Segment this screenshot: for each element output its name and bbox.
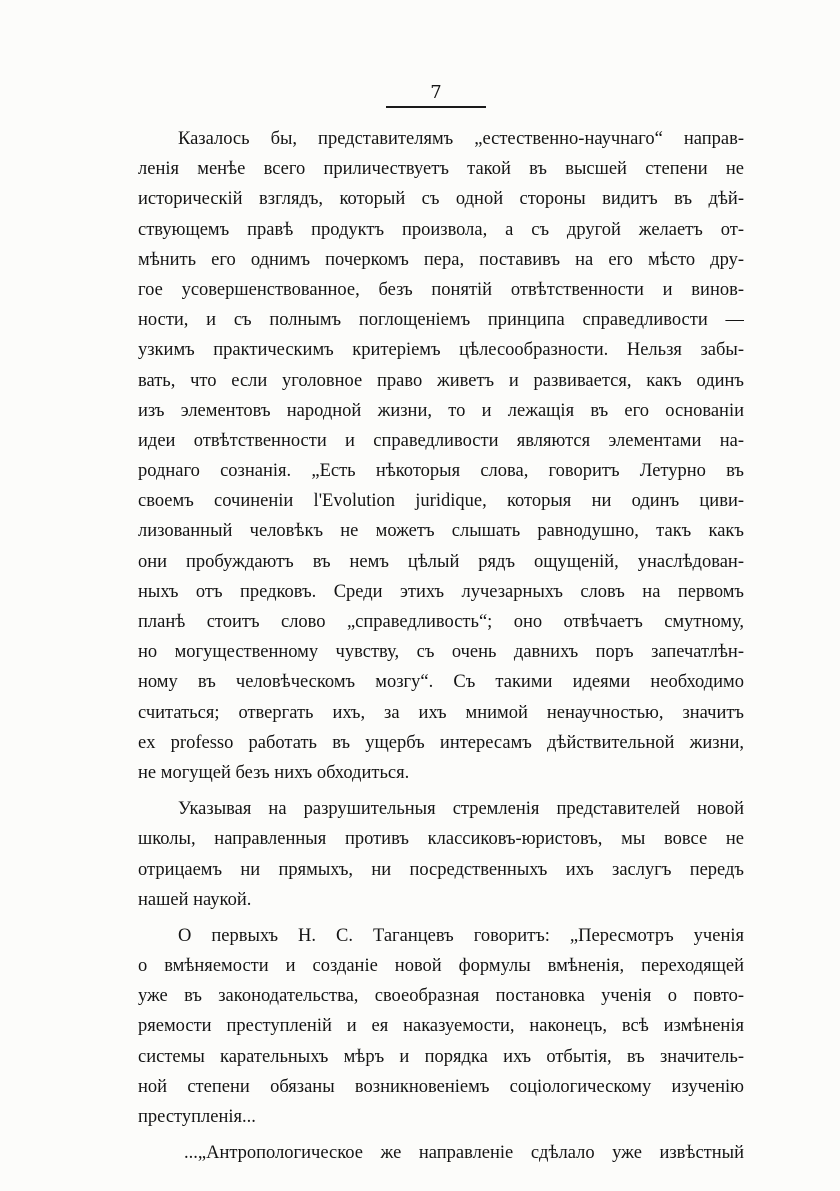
text-line: мѣнить его однимъ почеркомъ пера, поставивъ на его мѣсто дру-: [138, 249, 744, 270]
text-line: изъ элементовъ народной жизни, то и лежащія въ его основаніи: [138, 400, 744, 421]
page-number: 7: [430, 82, 442, 103]
text-line: школы, направленныя противъ классиковъ-юристовъ, мы вовсе не: [138, 829, 744, 850]
text-line: историческій взглядъ, который съ одной стороны видитъ въ дѣй-: [138, 189, 744, 210]
text-line: ex professo работать въ ущербъ интересамъ дѣйствительной жизни,: [138, 732, 744, 753]
page-number-rule: [386, 106, 486, 108]
text-line: гое усовершенствованное, безъ понятій отвѣтственности и винов-: [138, 279, 744, 300]
text-line: считаться; отвергать ихъ, за ихъ мнимой ненаучностью, значитъ: [138, 702, 744, 723]
paragraph: [138, 124, 744, 788]
text-line: ныхъ отъ предковъ. Среди этихъ лучезарныхъ словъ на первомъ: [138, 581, 744, 602]
paragraph: [138, 921, 744, 1132]
text-line: преступленія...: [138, 1107, 256, 1127]
text-line: своемъ сочиненіи l'Evolution juridique, которыя ни одинъ циви-: [138, 491, 744, 512]
text-line: Казалось бы, представителямъ „естественно-научнаго“ направ-: [178, 129, 744, 149]
text-line: но могущественному чувству, съ очень давнихъ поръ запечатлѣн-: [138, 642, 744, 663]
text-line: ...„Антропологическое же направленіе сдѣлало уже извѣстный: [184, 1143, 744, 1164]
text-line: вать, что если уголовное право живетъ и развивается, какъ одинъ: [138, 370, 744, 391]
text-line: ному въ человѣческомъ мозгу“. Съ такими идеями необходимо: [138, 672, 744, 693]
text-line: отрицаемъ ни прямыхъ, ни посредственныхъ ихъ заслугъ передъ: [138, 859, 744, 880]
text-line: они пробуждаютъ въ немъ цѣлый рядъ ощущеній, унаслѣдован-: [138, 551, 744, 572]
text-line: узкимъ практическимъ критеріемъ цѣлесообразности. Нельзя забы-: [138, 340, 744, 361]
paragraph: [138, 794, 744, 915]
text-line: ряемости преступленій и ея наказуемости, наконецъ, всѣ измѣненія: [138, 1016, 744, 1037]
text-line: лизованный человѣкъ не можетъ слышать равнодушно, такъ какъ: [138, 521, 744, 542]
body-text: [138, 124, 744, 1168]
text-line: системы карательныхъ мѣръ и порядка ихъ отбытія, въ значитель-: [138, 1046, 744, 1067]
text-line: О первыхъ Н. С. Таганцевъ говоритъ: „Пересмотръ ученія: [178, 925, 744, 946]
text-line: о вмѣняемости и созданіе новой формулы вмѣненія, переходящей: [138, 956, 744, 977]
text-line: ной степени обязаны возникновеніемъ соціологическому изученію: [138, 1076, 744, 1097]
text-line: планѣ стоитъ слово „справедливость“; оно отвѣчаетъ смутному,: [138, 612, 744, 632]
text-line: уже въ законодательства, своеобразная постановка ученія о повто-: [138, 986, 744, 1007]
text-line: не могущей безъ нихъ обходиться.: [138, 762, 410, 783]
text-line: Указывая на разрушительныя стремленія представителей новой: [178, 799, 744, 820]
text-line: идеи отвѣтственности и справедливости являются элементами на-: [138, 430, 744, 451]
text-line: ствующемъ правѣ продуктъ произвола, а съ другой желаетъ от-: [138, 219, 744, 240]
text-line: ности, и съ полнымъ поглощеніемъ принципа справедливости —: [138, 310, 744, 331]
text-line: нашей наукой.: [138, 889, 252, 910]
paragraph: [138, 1138, 744, 1168]
text-line: ленія менѣе всего приличествуетъ такой въ высшей степени не: [138, 159, 744, 180]
text-line: роднаго сознанія. „Есть нѣкоторыя слова, говоритъ Летурно въ: [138, 461, 744, 482]
